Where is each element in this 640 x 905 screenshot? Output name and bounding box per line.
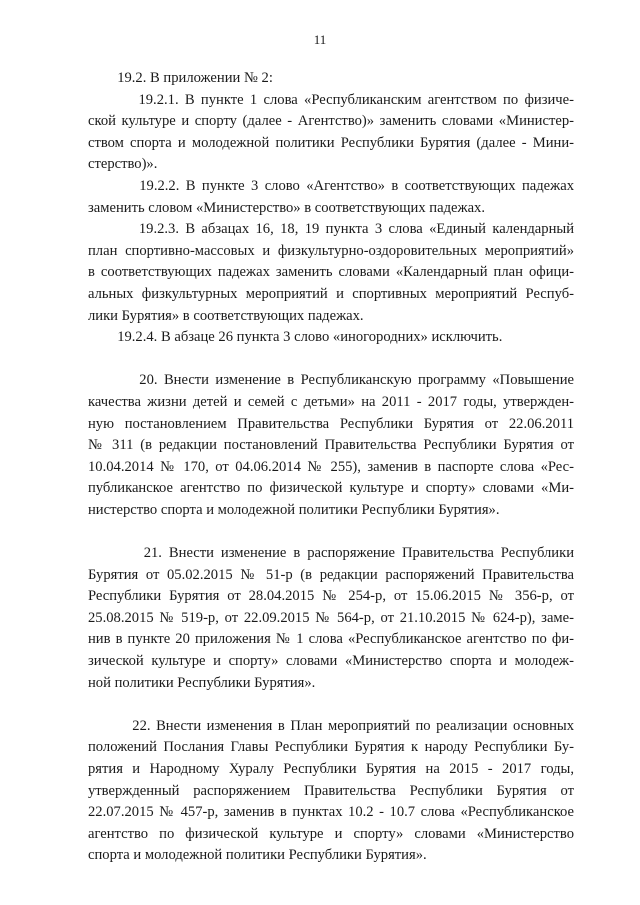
paragraph-p20	[88, 370, 574, 521]
text-line: в соответствующих падежах заменить словами «Календарный план офици-	[88, 264, 574, 281]
text-line: публиканское агентство по физической культуре и спорту» словами «Ми-	[88, 480, 574, 497]
paragraph-gap	[88, 694, 574, 716]
text-line: 19.2.4. В абзаце 26 пункта 3 слово «иногородних» исключить.	[88, 329, 503, 346]
text-line: утвержденный распоряжением Правительства Республики Бурятия от	[88, 782, 574, 799]
paragraph-p22	[88, 716, 574, 867]
text-line: качества жизни детей и семей с детьми» на 2011 - 2017 годы, утвержден-	[88, 393, 574, 410]
text-line: 19.2.1. В пункте 1 слова «Республиканским агентством по физиче-	[88, 91, 574, 108]
paragraph-gap	[88, 521, 574, 543]
text-line: 19.2.2. В пункте 3 слово «Агентство» в соответствующих падежах	[88, 177, 574, 194]
text-line: № 311 (в редакции постановлений Правительства Республики Бурятия от	[88, 437, 574, 454]
text-line: 21. Внести изменение в распоряжение Правительства Республики	[88, 545, 574, 562]
text-line: ской культуре и спорту (далее - Агентство)» заменить словами «Министер-	[88, 113, 574, 130]
text-line: план спортивно-массовых и физкультурно-оздоровительных мероприятий»	[88, 242, 574, 259]
text-line: лики Бурятия» в соответствующих падежах.	[88, 307, 364, 324]
text-line: 10.04.2014 № 170, от 04.06.2014 № 255), заменив в паспорте слова «Рес-	[88, 458, 574, 475]
text-line: агентство по физической культуре и спорту» словами «Министерство	[88, 825, 574, 842]
text-line: 25.08.2015 № 519-р, от 22.09.2015 № 564-р, от 21.10.2015 № 624-р), заме-	[88, 609, 574, 626]
text-line: ную постановлением Правительства Республики Бурятия от 22.06.2011	[88, 415, 574, 432]
text-line: 20. Внести изменение в Республиканскую программу «Повышение	[88, 372, 574, 389]
text-line: ной политики Республики Бурятия».	[88, 674, 316, 691]
paragraph-p19-2-4	[88, 327, 574, 349]
text-line: нив в пункте 20 приложения № 1 слова «Республиканское агентство по фи-	[88, 631, 574, 648]
document-body	[88, 68, 574, 867]
text-line: рятия и Народному Хуралу Республики Бурятия на 2015 - 2017 годы,	[88, 761, 574, 777]
paragraph-gap	[88, 349, 574, 371]
text-line: Бурятия от 05.02.2015 № 51-р (в редакции распоряжений Правительства	[88, 566, 574, 583]
text-line: 19.2. В приложении № 2:	[88, 70, 273, 86]
text-line: 19.2.3. В абзацах 16, 18, 19 пункта 3 слова «Единый календарный	[88, 221, 574, 238]
paragraph-p21	[88, 543, 574, 694]
page-number: 11	[313, 32, 327, 47]
text-line: стерство)».	[88, 156, 158, 173]
text-line: спорта и молодежной политики Республики Бурятия».	[88, 847, 427, 864]
text-line: 22.07.2015 № 457-р, заменив в пунктах 10.2 - 10.7 слова «Республиканское	[88, 804, 574, 821]
paragraph-p19-2	[88, 68, 574, 90]
text-line: положений Послания Главы Республики Бурятия к народу Республики Бу-	[88, 739, 574, 756]
paragraph-p19-2-1	[88, 90, 574, 176]
text-line: зической культуре и спорту» словами «Министерство спорта и молодеж-	[88, 653, 574, 670]
text-line: альных физкультурных мероприятий и спортивных мероприятий Респуб-	[88, 285, 574, 302]
text-line: нистерство спорта и молодежной политики Республики Бурятия».	[88, 501, 500, 518]
text-line: заменить словом «Министерство» в соответствующих падежах.	[88, 199, 485, 216]
paragraph-p19-2-2	[88, 176, 574, 219]
paragraph-p19-2-3	[88, 219, 574, 327]
text-line: Республики Бурятия от 28.04.2015 № 254-р, от 15.06.2015 № 356-р, от	[88, 588, 574, 605]
text-line: ством спорта и молодежной политики Республики Бурятия (далее - Мини-	[88, 134, 574, 151]
text-line: 22. Внести изменения в План мероприятий по реализации основных	[88, 717, 574, 734]
